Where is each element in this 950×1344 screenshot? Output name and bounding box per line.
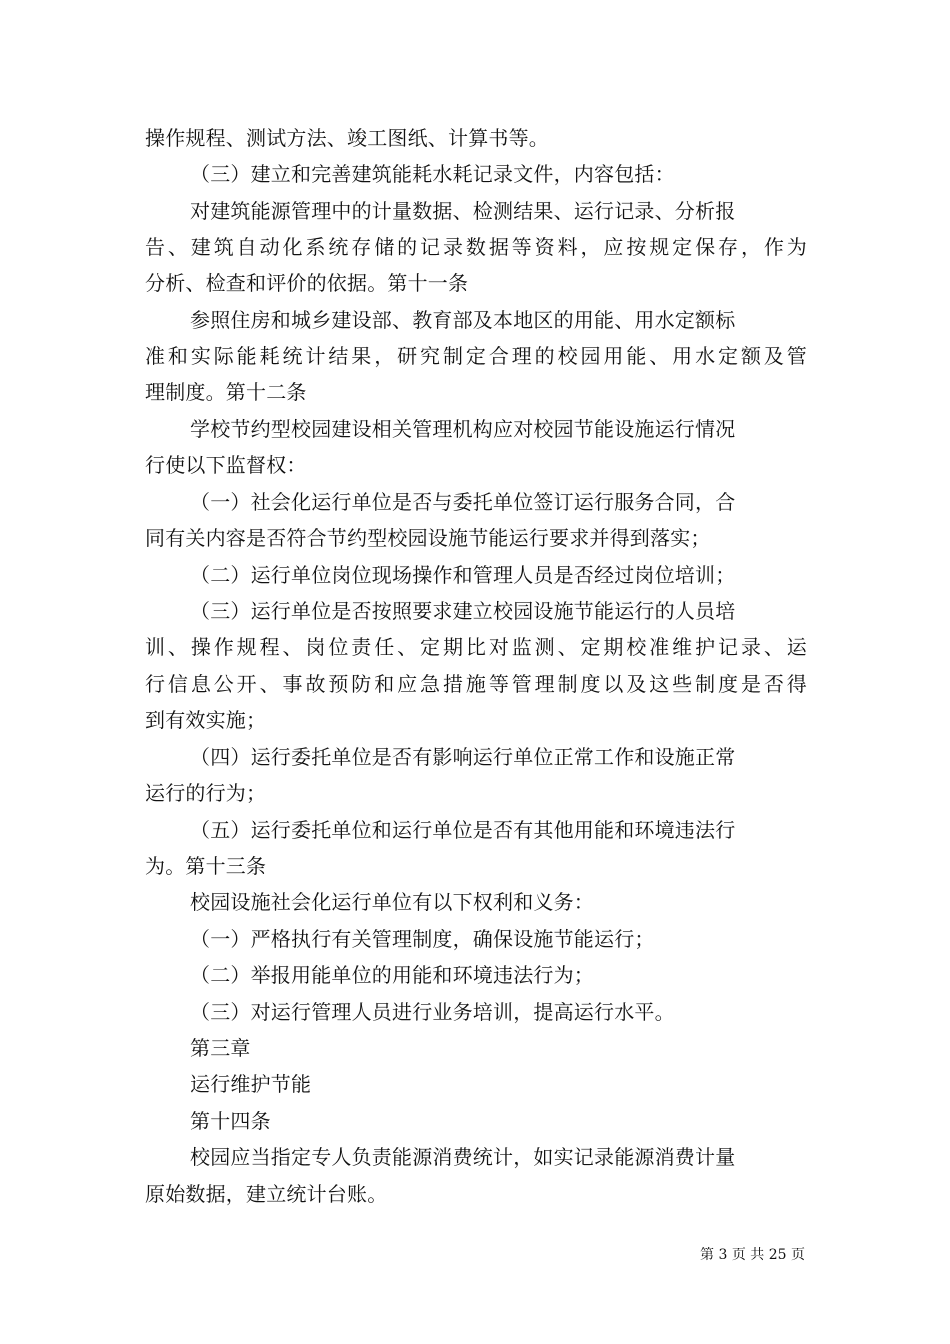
text-line: 行信息公开、事故预防和应急措施等管理制度以及这些制度是否得 (145, 672, 807, 696)
text-line: 运行的行为； (145, 781, 267, 805)
text-line: （三）建立和完善建筑能耗水耗记录文件，内容包括： (190, 162, 675, 186)
text-line: （三）运行单位是否按照要求建立校园设施节能运行的人员培 (190, 599, 736, 623)
text-line: 原始数据，建立统计台账。 (145, 1182, 388, 1206)
text-line: 对建筑能源管理中的计量数据、检测结果、运行记录、分析报 (190, 199, 736, 223)
text-line: （一）社会化运行单位是否与委托单位签订运行服务合同，合 (190, 490, 736, 514)
text-line: （一）严格执行有关管理制度，确保设施节能运行； (190, 927, 655, 951)
text-line: 到有效实施； (145, 708, 267, 732)
page-number: 第 3 页 共 25 页 (700, 1247, 805, 1263)
text-line: 为。第十三条 (145, 854, 267, 878)
text-line: 参照住房和城乡建设部、教育部及本地区的用能、用水定额标 (190, 308, 736, 332)
text-line: （三）对运行管理人员进行业务培训，提高运行水平。 (190, 1000, 675, 1024)
text-line: 同有关内容是否符合节约型校园设施节能运行要求并得到落实； (145, 526, 711, 550)
text-line: 学校节约型校园建设相关管理机构应对校园节能设施运行情况 (190, 417, 736, 441)
text-line: （四）运行委托单位是否有影响运行单位正常工作和设施正常 (190, 745, 736, 769)
article-heading: 第十四条 (190, 1109, 271, 1133)
text-line: 准和实际能耗统计结果，研究制定合理的校园用能、用水定额及管 (145, 344, 807, 368)
text-line: （二）举报用能单位的用能和环境违法行为； (190, 963, 594, 987)
text-line: 告、建筑自动化系统存储的记录数据等资料，应按规定保存，作为 (145, 235, 807, 259)
text-line: 理制度。第十二条 (145, 380, 307, 404)
text-line: 行使以下监督权： (145, 453, 307, 477)
text-line: 校园应当指定专人负责能源消费统计，如实记录能源消费计量 (190, 1145, 736, 1169)
chapter-heading: 第三章 (190, 1036, 251, 1060)
text-line: （二）运行单位岗位现场操作和管理人员是否经过岗位培训； (190, 563, 736, 587)
chapter-title: 运行维护节能 (190, 1072, 312, 1096)
text-line: 校园设施社会化运行单位有以下权利和义务： (190, 890, 594, 914)
text-line: 分析、检查和评价的依据。第十一条 (145, 271, 469, 295)
text-line: （五）运行委托单位和运行单位是否有其他用能和环境违法行 (190, 818, 736, 842)
text-line: 操作规程、测试方法、竣工图纸、计算书等。 (145, 126, 549, 150)
text-line: 训、操作规程、岗位责任、定期比对监测、定期校准维护记录、运 (145, 635, 807, 659)
